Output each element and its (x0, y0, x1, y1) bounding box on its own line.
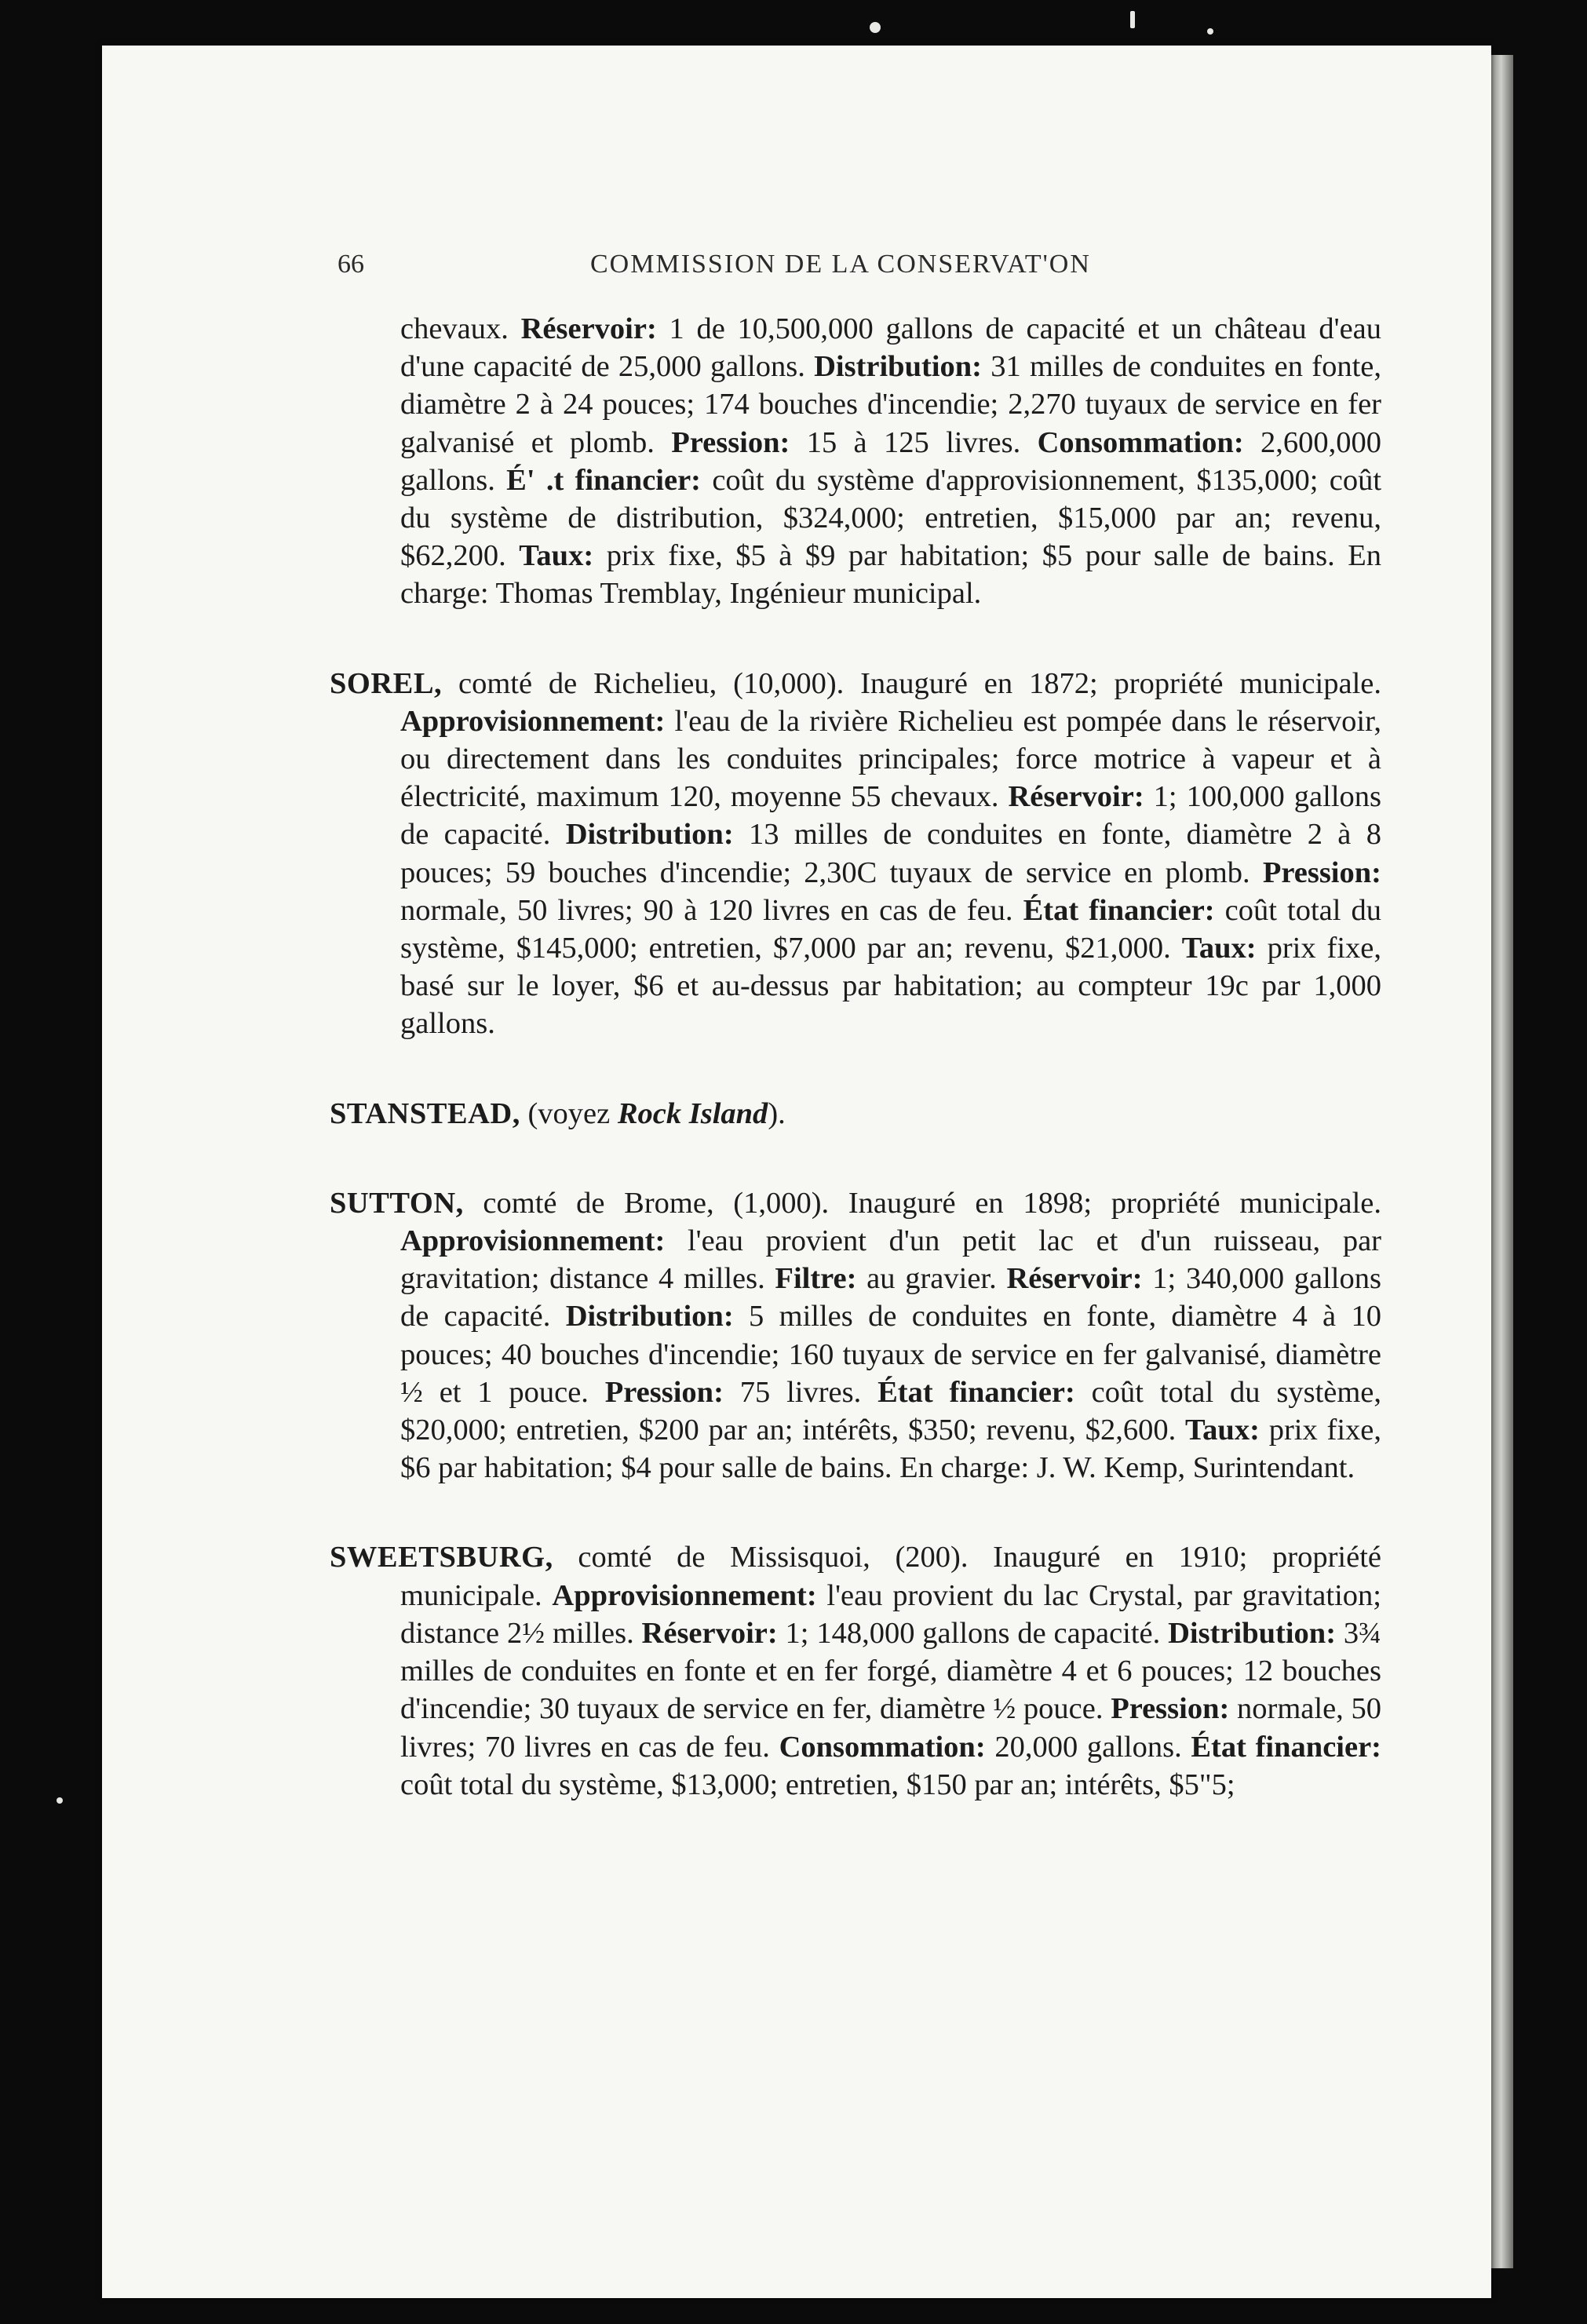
field-label: Filtre: (775, 1262, 857, 1296)
field-label: Consommation: (779, 1730, 986, 1764)
entry-text: 5 milles de conduites en fonte, diamètre 4 à 10 pouces; 40 bouches d'incendie; 160 tuyaux de service en fer galvanisé, diamètre ½ et 1 pouce. (400, 1300, 1381, 1409)
field-label: Réservoir: (1008, 780, 1144, 814)
field-label: Approvisionnement: (400, 1224, 666, 1258)
field-label: État financier: (1191, 1730, 1381, 1764)
town-name: SWEETSBURG, (330, 1541, 553, 1574)
entry-sutton (330, 1184, 1381, 1487)
entry-text: au gravier. (856, 1262, 1007, 1296)
entry-stanstead (330, 1095, 1381, 1133)
field-label: Réservoir: (1006, 1262, 1143, 1296)
scan-speck (57, 1797, 63, 1804)
entry-text: prix fixe, basé sur le loyer, $6 et au-dessus par habitation; au compteur 19c par 1,000 gallons. (400, 932, 1381, 1041)
field-label: Pression: (1111, 1692, 1230, 1726)
field-label: Taux: (519, 539, 594, 573)
scan-speck (1130, 11, 1135, 28)
field-label: Approvisionnement: (552, 1578, 817, 1612)
cross-reference: Rock Island (617, 1096, 768, 1130)
entry-text: coût total du système, $20,000; entretien, $200 par an; intérêts, $350; revenu, $2,600. (400, 1375, 1382, 1447)
page-number: 66 (337, 250, 364, 279)
entry-continuation (330, 310, 1381, 613)
entry-text: 1; 100,000 gallons de capacité. (400, 780, 1381, 852)
entry-text: chevaux. (400, 312, 521, 345)
entry-text: comté de Missisquoi, (200). Inauguré en 1910; propriété municipale. (400, 1541, 1381, 1612)
field-label: Distribution: (814, 350, 983, 384)
entry-text: l'eau provient d'un petit lac et d'un ruisseau, par gravitation; distance 4 milles. (400, 1224, 1381, 1296)
field-label: Pression: (1262, 856, 1381, 889)
field-label: Pression: (671, 425, 790, 459)
entry-text: prix fixe, $5 à $9 par habitation; $5 pour salle de bains. En charge: Thomas Tremblay, Ingénieur municipal. (400, 539, 1382, 611)
entry-text: 75 livres. (723, 1375, 878, 1409)
entry-text: 15 à 125 livres. (790, 425, 1038, 459)
field-label: Pression: (604, 1375, 724, 1409)
entry-text: 1 de 10,500,000 gallons de capacité et un château d'eau d'une capacité de 25,000 gallons. (400, 312, 1382, 384)
field-label: État financier: (877, 1375, 1075, 1409)
field-label: É' .t financier: (506, 463, 702, 497)
entry-text: 1; 148,000 gallons de capacité. (777, 1616, 1169, 1650)
field-label: Réservoir: (520, 312, 657, 345)
field-label: Taux: (1185, 1414, 1260, 1447)
main-text (330, 310, 1381, 1855)
entry-text: 3¾ milles de conduites en fonte et en fer forgé, diamètre 4 et 6 pouces; 12 bouches d'incendie; 30 tuyaux de service en fer, diamètre ½ pouce. (400, 1616, 1382, 1726)
entry-text: 1; 340,000 gallons de capacité. (400, 1262, 1381, 1333)
entry-sweetsburg (330, 1538, 1381, 1803)
field-label: Distribution: (565, 818, 734, 852)
entry-text: 20,000 gallons. (985, 1730, 1191, 1764)
entry-text: comté de Richelieu, (10,000). Inauguré en 1872; propriété municipale. (442, 666, 1381, 700)
entry-text: comté de Brome, (1,000). Inauguré en 1898; propriété municipale. (463, 1186, 1381, 1220)
entry-text: prix fixe, $6 par habitation; $4 pour salle de bains. En charge: J. W. Kemp, Surintendant. (400, 1414, 1382, 1485)
field-label: Consommation: (1037, 425, 1244, 459)
entry-text: l'eau provient du lac Crystal, par gravitation; distance 2½ milles. (400, 1578, 1381, 1650)
running-title: COMMISSION DE LA CONSERVAT'ON (590, 250, 1091, 279)
town-name: SOREL, (330, 666, 443, 700)
field-label: Réservoir: (641, 1616, 778, 1650)
field-label: Taux: (1181, 932, 1257, 965)
scan-speck (1207, 28, 1213, 35)
field-label: Approvisionnement: (400, 704, 666, 738)
field-label: État financier: (1023, 893, 1215, 927)
town-name: STANSTEAD, (330, 1096, 520, 1130)
entry-sorel (330, 665, 1381, 1043)
entry-text: ). (768, 1096, 786, 1130)
entry-text: l'eau de la rivière Richelieu est pompée dans le réservoir, ou directement dans les conduites principales; force motrice à vapeur et à électricité, maximum 120, moyenne 55 chevaux. (400, 704, 1381, 814)
adjacent-page-edge (1491, 55, 1513, 2268)
field-label: Distribution: (565, 1300, 734, 1333)
entry-text: 13 milles de conduites en fonte, diamètre 2 à 8 pouces; 59 bouches d'incendie; 2,30C tuyaux de service en plomb. (400, 818, 1381, 889)
entry-text: normale, 50 livres; 90 à 120 livres en cas de feu. (400, 893, 1023, 927)
entry-text: coût total du système, $13,000; entretien, $150 par an; intérêts, $5"5; (400, 1768, 1235, 1801)
entry-text: 2,600,000 gallons. (400, 425, 1382, 497)
scan-speck (870, 22, 881, 33)
field-label: Distribution: (1168, 1616, 1337, 1650)
entry-text: normale, 50 livres; 70 livres en cas de feu. (400, 1692, 1382, 1764)
entry-text: 31 milles de conduites en fonte, diamètre 2 à 24 pouces; 174 bouches d'incendie; 2,270 tuyaux de service en fer galvanisé et plomb. (400, 350, 1381, 459)
town-name: SUTTON, (330, 1186, 464, 1220)
entry-text: coût du système d'approvisionnement, $135,000; coût du système de distribution, $324,000; entretien, $15,000 par an; revenu, $62,200. (400, 463, 1382, 573)
entry-text: (voyez (520, 1096, 618, 1130)
entry-text: coût total du système, $145,000; entretien, $7,000 par an; revenu, $21,000. (400, 893, 1381, 965)
